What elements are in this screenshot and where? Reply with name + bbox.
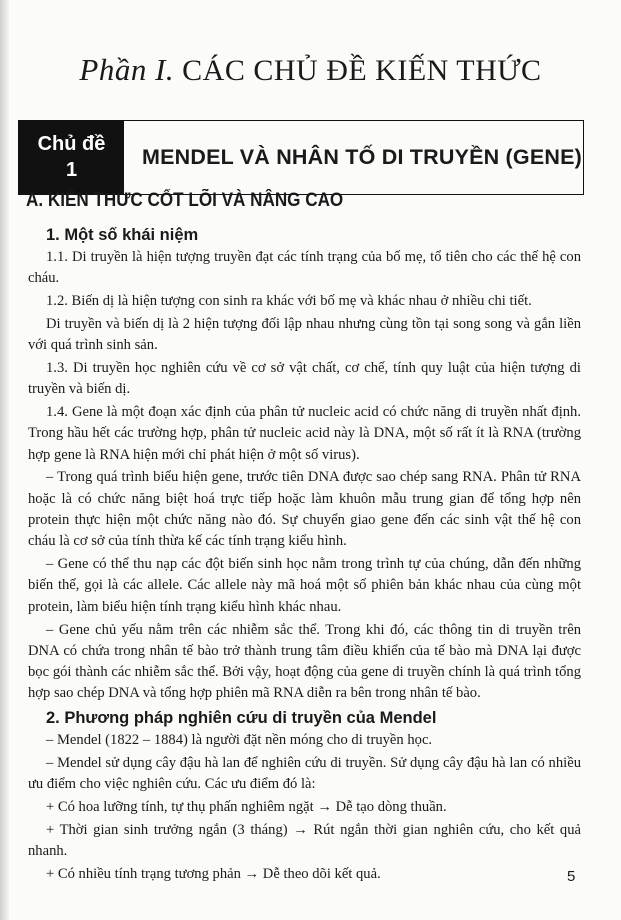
part-title <box>0 52 621 88</box>
list-item: + Thời gian sinh trưởng ngắn (3 tháng) → Rút ngắn thời gian nghiên cứu, cho kết quả nhanh. <box>28 821 581 860</box>
list-item: + Có nhiều tính trạng tương phản → Dễ theo dõi kết quả. <box>46 866 381 883</box>
topic-number-box <box>19 121 124 194</box>
topic-banner <box>18 120 584 195</box>
paragraph: – Gene chủ yếu nằm trên các nhiễm sắc thể. Trong khi đó, các thông tin di truyền trên DNA có chứa trong nhân tế bào trở thành trung tâm điều khiển của tế bào mà DNA lại được bọc gói thành các nhiễm sắc thể. Bởi vậy, hoạt động của gene di truyền chính là quá trình tổng hợp sao chép DNA và tổng hợp phiên mã RNA diễn ra bên trong nhân tế bào. <box>28 621 581 702</box>
section-heading: A. KIẾN THỨC CỐT LÕI VÀ NÂNG CAO <box>26 190 344 211</box>
paragraph: 1.4. Gene là một đoạn xác định của phân tử nucleic acid có chức năng di truyền nhất định. Trong hầu hết các trường hợp, phân tử nucleic acid này là DNA, một số rất ít là RNA (trường hợp gene là RNA hiện mới chỉ phát hiện ở một số virus). <box>28 404 581 463</box>
list-item: + Có hoa lưỡng tính, tự thụ phấn nghiêm ngặt → Dễ tạo dòng thuần. <box>46 799 447 816</box>
page-number: 5 <box>567 868 576 885</box>
part-heading: CÁC CHỦ ĐỀ KIẾN THỨC <box>182 54 542 87</box>
paragraph: – Mendel (1822 – 1884) là người đặt nền móng cho di truyền học. <box>46 732 433 749</box>
paragraph: 1.3. Di truyền học nghiên cứu về cơ sở vật chất, cơ chế, tính quy luật của hiện tượng di truyền và biến dị. <box>28 359 581 398</box>
topic-label: Chủ đề <box>37 133 106 155</box>
paragraph: – Mendel sử dụng cây đậu hà lan để nghiên cứu di truyền. Sử dụng cây đậu hà lan có nhiều ưu điểm cho việc nghiên cứu. Các ưu điểm đó là: <box>28 755 581 793</box>
paragraph: – Trong quá trình biểu hiện gene, trước tiên DNA được sao chép sang RNA. Phân tử RNA hoặc là có chức năng biệt hoá trực tiếp hoặc làm khuôn mẫu trung gian để tổng hợp nên protein thực hiện một chức năng nào đó. Sự chuyển giao gene đến các sinh vật thế hệ con cháu là cơ sở của tính thừa kế các tính trạng kiểu hình. <box>28 469 581 550</box>
paragraph: – Gene có thể thu nạp các đột biến sinh học nằm trong trình tự của chúng, dẫn đến những biến thể, gọi là các allele. Các allele này mã hoá một số phiên bản khác nhau của cùng một protein, làm biểu hiện tính trạng kiểu hình khác nhau. <box>28 556 581 615</box>
subsection-heading: 1. Một số khái niệm <box>46 226 199 244</box>
part-label: Phần I. <box>79 52 175 87</box>
paragraph: Di truyền và biến dị là 2 hiện tượng đối lập nhau nhưng cùng tồn tại song song và gắn liền với quá trình sinh sản. <box>28 315 581 354</box>
scan-edge-shadow <box>0 0 9 920</box>
topic-title: MENDEL VÀ NHÂN TỐ DI TRUYỀN (GENE) <box>142 145 583 169</box>
paragraph: 1.2. Biến dị là hiện tượng con sinh ra khác với bố mẹ và khác nhau ở nhiều chi tiết. <box>46 293 532 310</box>
body-text <box>28 223 581 887</box>
topic-number: 1 <box>65 159 78 181</box>
paragraph: 1.1. Di truyền là hiện tượng truyền đạt các tính trạng của bố mẹ, tổ tiên cho các thế hệ con cháu. <box>28 249 581 287</box>
subsection-heading: 2. Phương pháp nghiên cứu di truyền của Mendel <box>46 709 437 728</box>
